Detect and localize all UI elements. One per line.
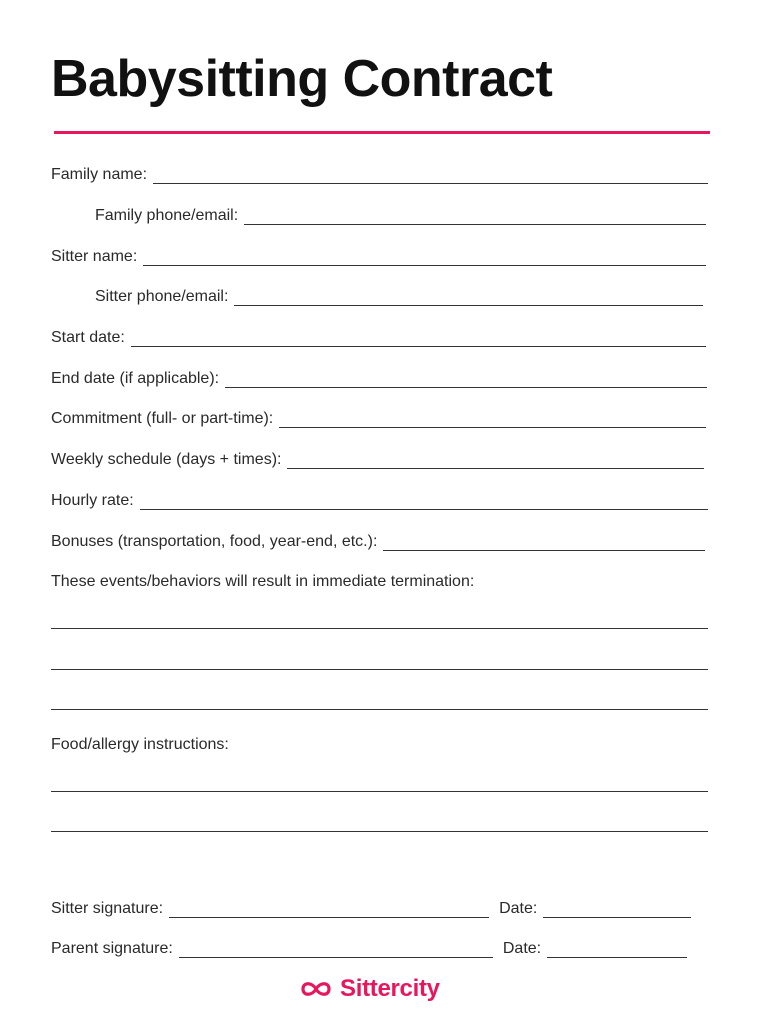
termination-row (51, 569, 708, 591)
food-allergy-line[interactable] (51, 831, 708, 832)
start-date-label: Start date: (51, 329, 125, 346)
family-name-field[interactable] (153, 167, 708, 184)
hourly-rate-field[interactable] (140, 493, 708, 510)
family-contact-field[interactable] (244, 208, 706, 225)
family-name-row (51, 162, 708, 184)
end-date-row (51, 366, 707, 388)
food-allergy-line[interactable] (51, 791, 708, 792)
end-date-field[interactable] (225, 371, 707, 388)
family-name-label: Family name: (51, 166, 148, 183)
sitter-contact-row (95, 284, 703, 306)
page-title: Babysitting Contract (51, 50, 553, 108)
start-date-row (51, 325, 706, 347)
weekly-schedule-label: Weekly schedule (days + times): (51, 451, 282, 468)
title-divider (54, 131, 710, 134)
weekly-schedule-row (51, 447, 704, 469)
sitter-signature-row (51, 896, 691, 918)
weekly-schedule-field[interactable] (287, 452, 704, 469)
parent-signature-label: Parent signature: (51, 940, 173, 957)
hourly-rate-label: Hourly rate: (51, 492, 134, 509)
sitter-date-field[interactable] (543, 901, 691, 918)
parent-date-field[interactable] (547, 941, 687, 958)
sitter-contact-field[interactable] (234, 289, 703, 306)
termination-label: These events/behaviors will result in immediate termination: (51, 573, 475, 590)
brand-name: Sittercity (340, 975, 440, 1002)
sitter-date-label: Date: (499, 900, 538, 917)
commitment-label: Commitment (full- or part-time): (51, 410, 274, 427)
commitment-field[interactable] (279, 411, 706, 428)
infinity-icon (300, 979, 332, 999)
family-contact-label: Family phone/email: (95, 207, 239, 224)
bonuses-row (51, 529, 705, 551)
parent-signature-field[interactable] (179, 941, 493, 958)
sitter-signature-field[interactable] (169, 901, 489, 918)
end-date-label: End date (if applicable): (51, 370, 220, 387)
sitter-name-label: Sitter name: (51, 248, 138, 265)
parent-signature-row (51, 936, 687, 958)
commitment-row (51, 406, 706, 428)
hourly-rate-row (51, 488, 708, 510)
food-allergy-row (51, 732, 708, 754)
termination-line[interactable] (51, 628, 708, 629)
family-contact-row (95, 203, 706, 225)
sitter-name-field[interactable] (143, 249, 706, 266)
food-allergy-label: Food/allergy instructions: (51, 736, 229, 753)
termination-line[interactable] (51, 669, 708, 670)
sitter-name-row (51, 244, 706, 266)
sittercity-logo (300, 975, 440, 1003)
parent-date-label: Date: (502, 940, 542, 957)
bonuses-field[interactable] (383, 534, 705, 551)
sitter-signature-label: Sitter signature: (51, 900, 164, 917)
sitter-contact-label: Sitter phone/email: (95, 288, 229, 305)
termination-line[interactable] (51, 709, 708, 710)
start-date-field[interactable] (131, 330, 706, 347)
bonuses-label: Bonuses (transportation, food, year-end, etc.): (51, 533, 378, 550)
